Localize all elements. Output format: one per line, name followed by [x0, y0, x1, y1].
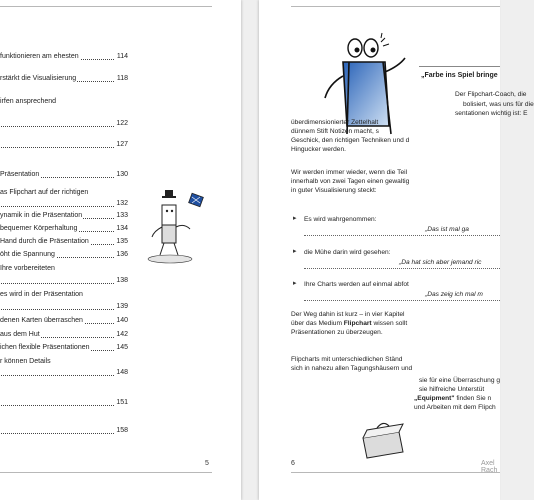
toc-entry-title: funktionieren am ehesten — [0, 53, 79, 60]
bullet-text: Ihre Charts werden auf einmal abfot — [304, 281, 409, 288]
toc-entry[interactable] — [0, 330, 128, 339]
toc-entry-title — [0, 303, 1, 310]
toc-leader-dots — [0, 126, 114, 127]
toc-entry-title: ynamik in die Präsentation — [0, 212, 83, 219]
toc-entry[interactable] — [0, 264, 128, 273]
top-rule — [291, 6, 500, 7]
text-fragment: finden Sie n — [454, 395, 492, 402]
toc-page-number: 130 — [116, 171, 128, 178]
toc-entry-title — [0, 427, 1, 434]
toc-page-number: 133 — [116, 212, 128, 219]
toc-page-number: 136 — [116, 251, 128, 258]
left-page — [0, 0, 241, 500]
toc-entry[interactable] — [0, 302, 128, 311]
toc-leader-dots — [0, 206, 114, 207]
bullet-arrow-icon: ▸ — [293, 280, 297, 287]
heading-rule — [419, 66, 500, 67]
paragraph-line: Wir werden immer wieder, wenn die Teil — [291, 169, 408, 176]
top-rule — [0, 6, 212, 7]
page-number: 6 — [291, 460, 295, 467]
footer-author: Axel Rach — [481, 460, 498, 474]
toc-entry-title: es wird in der Präsentation — [0, 291, 83, 298]
toc-page-number: 118 — [116, 75, 128, 82]
toc-page-number: 145 — [116, 344, 128, 351]
toc-page-number: 158 — [116, 427, 128, 434]
page-number: 5 — [205, 460, 209, 467]
bullet-arrow-icon: ▸ — [293, 248, 297, 255]
toc-entry[interactable] — [0, 52, 128, 61]
toc-entry[interactable] — [0, 237, 128, 246]
intro-line: bolisiert, was uns für die — [463, 101, 534, 108]
toc-entry-title — [0, 120, 1, 127]
toc-leader-dots — [0, 283, 114, 284]
paragraph-line: Der Weg dahin ist kurz – in vier Kapitel — [291, 311, 405, 318]
toc-page-number: 139 — [116, 303, 128, 310]
toc-page-number: 151 — [116, 399, 128, 406]
paragraph-line: innerhalb von zwei Tagen einen gewaltig — [291, 178, 410, 185]
toc-entry-title: Ihre vorbereiteten — [0, 265, 55, 272]
toc-page-number: 127 — [116, 141, 128, 148]
toolbox-illustration — [359, 420, 409, 460]
intro-line: dünnem Stift Notizen macht, s — [291, 128, 379, 135]
bullet-quote: „Das zeig ich mal m — [425, 291, 483, 298]
toc-entry-title: irfen ansprechend — [0, 98, 57, 105]
paragraph-line — [291, 319, 407, 328]
toc-entry-title — [0, 200, 1, 207]
toc-entry[interactable] — [0, 211, 128, 220]
toc-entry-title: rstärkt die Visualisierung — [0, 75, 77, 82]
toc-page-number: 140 — [116, 317, 128, 324]
toc-entry[interactable] — [0, 224, 128, 233]
toc-entry-title: as Flipchart auf der richtigen — [0, 189, 89, 196]
toc-entry-title: ichen flexible Präsentationen — [0, 344, 90, 351]
paragraph-line: sich in nahezu allen Tagungshäusern und — [291, 365, 413, 372]
toc-entry[interactable] — [0, 316, 128, 325]
intro-line: überdimensionierter Zettelhalt — [291, 119, 379, 126]
toc-entry[interactable] — [0, 140, 128, 149]
toc-entry[interactable] — [0, 188, 128, 197]
paragraph-line: in guter Visualisierung steckt: — [291, 187, 377, 194]
quote-underline — [304, 235, 500, 236]
toc-entry-title — [0, 369, 1, 376]
paragraph-line: Präsentationen zu überzeugen. — [291, 329, 383, 336]
toc-entry-title: aus dem Hut — [0, 331, 40, 338]
toc-entry[interactable] — [0, 276, 128, 285]
paragraph-line: und Arbeiten mit dem Flipch — [414, 404, 496, 411]
toc-page-number: 138 — [116, 277, 128, 284]
toc-leader-dots — [0, 405, 114, 406]
toc-entry[interactable] — [0, 357, 128, 366]
quote-underline — [304, 300, 500, 301]
toc-page-number: 134 — [116, 225, 128, 232]
intro-line: Der Flipchart-Coach, die — [455, 91, 527, 98]
toc-entry[interactable] — [0, 119, 128, 128]
toc-entry[interactable] — [0, 398, 128, 407]
toc-entry[interactable] — [0, 250, 128, 259]
paragraph-line: sie für eine Überraschung g — [419, 377, 501, 384]
text-fragment: wissen sollt — [371, 320, 408, 327]
footer-rule — [0, 472, 212, 473]
toc-entry-title — [0, 141, 1, 148]
toc-entry-title — [0, 399, 1, 406]
toc-leader-dots — [0, 433, 114, 434]
intro-line: sentationen wichtig ist: E — [455, 110, 528, 117]
toc-leader-dots — [0, 375, 114, 376]
emphasis-flipchart: Flipchart — [343, 320, 372, 327]
toc-entry[interactable] — [0, 170, 128, 179]
toc-page-number: 135 — [116, 238, 128, 245]
toc-entry-title: Präsentation — [0, 171, 40, 178]
dancing-flipchart-character-illustration — [140, 185, 210, 265]
toc-entry[interactable] — [0, 426, 128, 435]
bullet-text: die Mühe darin wird gesehen: — [304, 249, 391, 256]
toc-entry[interactable] — [0, 74, 128, 83]
toc-entry-title — [0, 277, 1, 284]
toc-entry[interactable] — [0, 343, 128, 352]
paragraph-line: sie hilfreiche Unterstüt — [419, 386, 485, 393]
emphasis-equipment: „Equipment" — [414, 395, 455, 402]
toc-page-number: 148 — [116, 369, 128, 376]
toc-entry[interactable] — [0, 97, 128, 106]
paragraph-line — [414, 394, 491, 403]
toc-entry[interactable] — [0, 290, 128, 299]
toc-entry-title: Hand durch die Präsentation — [0, 238, 89, 245]
footer-rule — [291, 472, 500, 473]
intro-line: Geschick, den richtigen Techniken und d — [291, 137, 410, 144]
toc-page-number: 132 — [116, 200, 128, 207]
toc-leader-dots — [0, 309, 114, 310]
toc-entry[interactable] — [0, 368, 128, 377]
toc-page-number: 142 — [116, 331, 128, 338]
toc-entry-title: bequemer Körperhaltung — [0, 225, 78, 232]
text-fragment: über das Medium — [291, 320, 344, 327]
toc-page-number: 114 — [116, 53, 128, 60]
toc-entry-title: r können Details — [0, 358, 51, 365]
toc-leader-dots — [0, 147, 114, 148]
paragraph-line: Flipcharts mit unterschiedlichen Ständ — [291, 356, 403, 363]
intro-line: Hingucker werden. — [291, 146, 346, 153]
right-page — [259, 0, 534, 500]
toc-entry[interactable] — [0, 199, 128, 208]
toc-page-number: 122 — [116, 120, 128, 127]
bullet-quote: „Das ist mal ga — [425, 226, 469, 233]
bullet-quote: „Da hat sich aber jemand ric — [399, 259, 482, 266]
toc-entry-title: denen Karten überraschen — [0, 317, 83, 324]
section-heading: „Farbe ins Spiel bringe — [421, 72, 498, 79]
bullet-text: Es wird wahrgenommen: — [304, 216, 377, 223]
toc-entry-title: öht die Spannung — [0, 251, 55, 258]
quote-underline — [304, 268, 500, 269]
bullet-arrow-icon: ▸ — [293, 215, 297, 222]
